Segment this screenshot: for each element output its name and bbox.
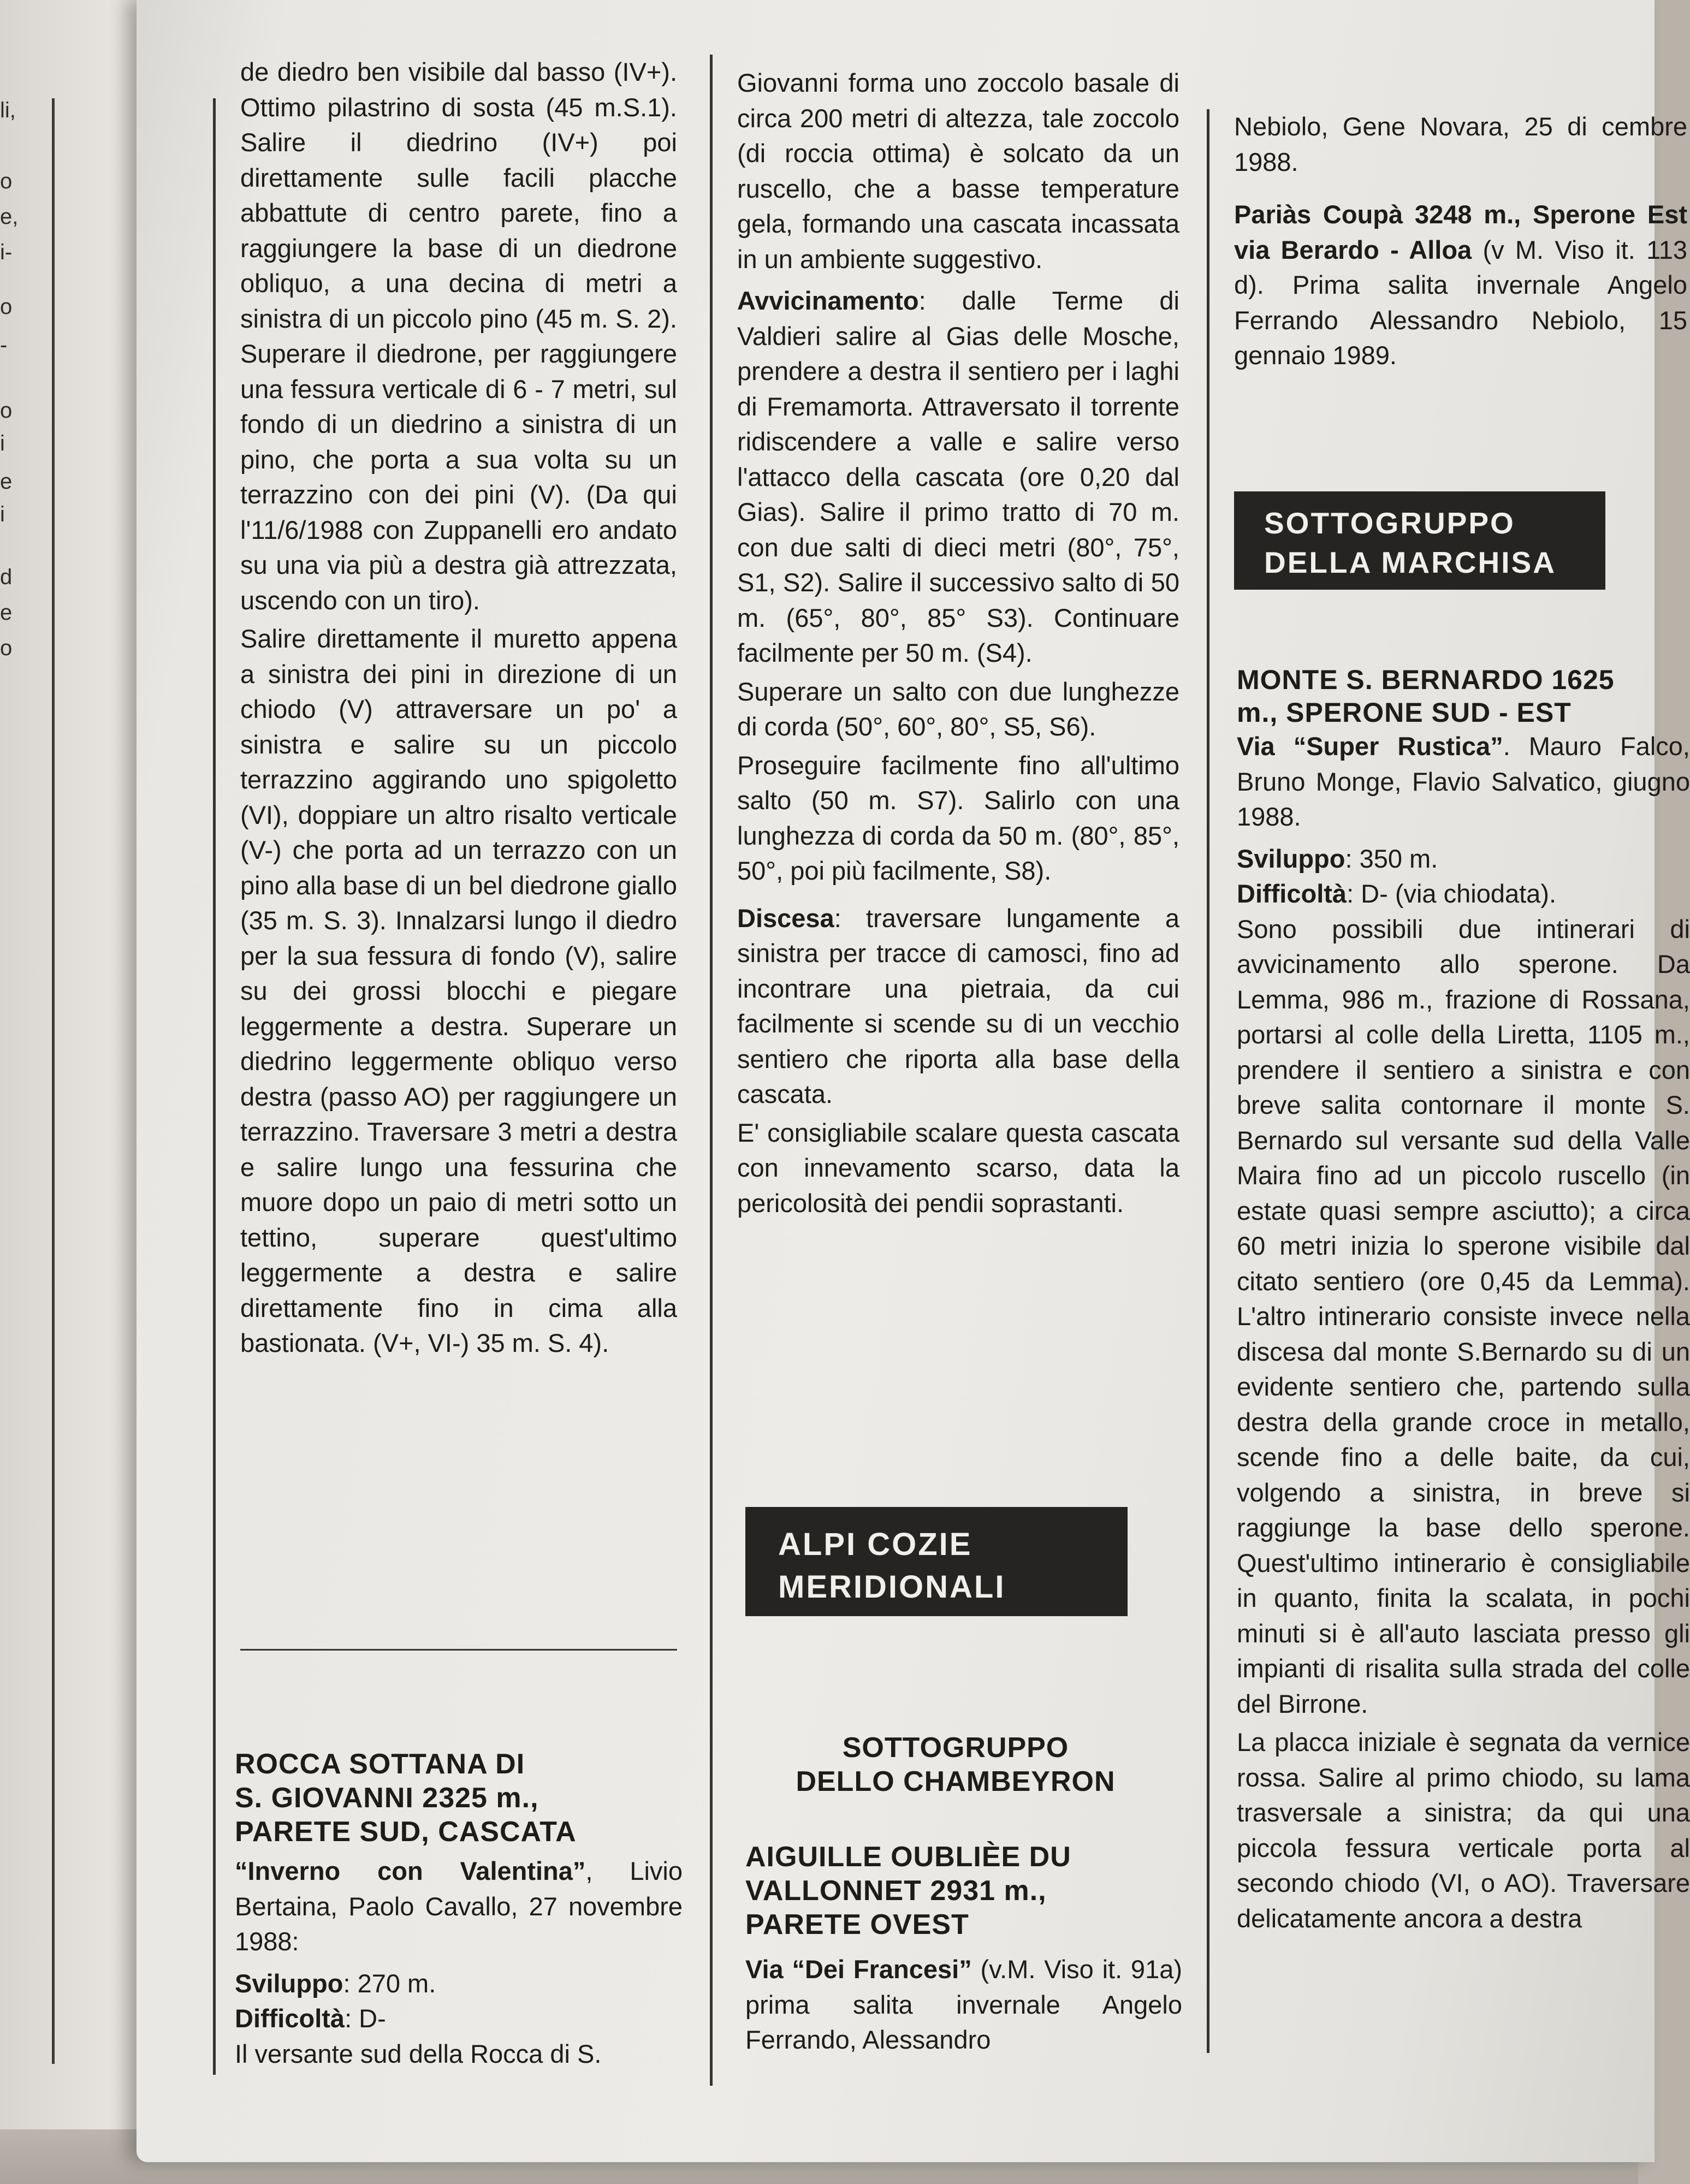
rocca-section-body: [235, 1854, 683, 2072]
text-fragment: d: [0, 565, 13, 589]
paragraph: E' consigliabile scalare questa cascata con innevamento scarso, data la pericolosità dei pendii soprastanti.: [737, 1118, 1179, 1218]
text-fragment: e: [0, 470, 13, 494]
text-fragment: i: [0, 502, 5, 526]
column-2-body: [737, 66, 1179, 1221]
avvicinamento-text: : dalle Terme di Valdieri salire al Gias delle Mosche, prendere a destra il sentiero per i laghi di Fremamorta. Attraversato il torrente ridiscendere a valle e salire verso l'attacco della cascata (ore 0,20 dal Gias). Salire il primo tratto di 70 m. con due salti di dieci metri (80°, 75°, S1, S2). Salire il successivo salto di 50 m. (65°, 80°, 85° S3). Continuare facilmente per 50 m. (S4).: [737, 286, 1179, 667]
sviluppo-value: : 270 m.: [343, 1968, 436, 1998]
heading-line: ROCCA SOTTANA DI: [235, 1748, 525, 1780]
text-fragment: e,: [0, 205, 19, 229]
chambeyron-subgroup-heading: [764, 1731, 1147, 1799]
text-fragment: li,: [0, 98, 16, 122]
parias-text: (v M. Viso it. 113 d). Prima salita invernale Angelo Ferrando Alessandro Nebiolo, 15 gennaio 1989.: [1234, 235, 1687, 370]
text-fragment: -: [0, 333, 8, 357]
column-1-body: [240, 55, 677, 1361]
route-name: Via “Super Rustica”: [1237, 732, 1503, 761]
heading-line: AIGUILLE OUBLIÈE DU: [745, 1841, 1071, 1873]
banner-line: DELLA MARCHISA: [1264, 545, 1556, 579]
heading-line: PARETE OVEST: [745, 1909, 969, 1940]
alpi-cozie-banner: [745, 1507, 1128, 1616]
column-3-clip: [1234, 0, 1690, 2129]
paragraph: Salire direttamente il muretto appena a sinistra dei pini in direzione di un chiodo (V) attraversare un po' a sinistra e salire su un piccolo terrazzino aggirando uno spigoletto (VI), doppiare un altro risalto verticale (V-) che porta ad un terrazzo con un pino alla base di un bel diedrone giallo (35 m. S. 3). Innalzarsi lungo il diedro per la sua fessura di fondo (V), salire su dei grossi blocchi e piegare leggermente a destra. Superare un diedrino leggermente obliquo verso destra (passo AO) per raggiungere un terrazzino. Traversare 3 metri a destra e salire lungo una fessurina che muore dopo un paio di metri sotto un tettino, superare quest'ultimo leggermente a destra e salire direttamente fino in cima alla bastionata. (V+, VI-) 35 m. S. 4).: [240, 624, 677, 1357]
difficolta-value: : D- (via chiodata).: [1347, 879, 1557, 908]
banner-line: ALPI COZIE: [778, 1527, 973, 1562]
text-fragment: o: [0, 399, 13, 423]
monte-bernardo-heading: [1237, 663, 1690, 729]
heading-line: VALLONNET 2931 m.,: [745, 1875, 1047, 1907]
route-credits: (v.M. Viso it. 91a) prima salita invernale Angelo Ferrando, Alessandro: [745, 1955, 1183, 2054]
monte-bernardo-body: [1237, 729, 1690, 1936]
text-fragment: e: [0, 601, 13, 625]
text-fragment: o: [0, 169, 13, 193]
avvicinamento-label: Avvicinamento: [737, 286, 919, 315]
marchisa-banner: [1234, 491, 1605, 590]
column-rule-right: [1207, 109, 1209, 2053]
column-rule-middle: [710, 55, 713, 2086]
parias-heading: Pariàs Coupà 3248 m., Sperone Est via Berardo - Alloa: [1234, 200, 1687, 264]
heading-line: DELLO CHAMBEYRON: [796, 1766, 1116, 1797]
banner-line: MERIDIONALI: [778, 1569, 1006, 1605]
heading-line: SOTTOGRUPPO: [842, 1732, 1069, 1764]
route-credits: , Livio Bertaina, Paolo Cavallo, 27 novembre 1988:: [235, 1856, 683, 1956]
aiguille-section-heading: [745, 1840, 1193, 1942]
aiguille-section-body: [745, 1952, 1182, 2058]
text-fragment: i: [0, 431, 5, 455]
sviluppo-label: Sviluppo: [235, 1968, 343, 1998]
heading-line: m., SPERONE SUD - EST: [1237, 697, 1572, 728]
difficolta-label: Difficoltà: [1237, 879, 1347, 908]
column-3-top: [1234, 109, 1687, 373]
paragraph: Sono possibili due intinerari di avvicinamento allo sperone. Da Lemma, 986 m., frazione di Rossana, portarsi al colle della Liretta, 1105 m., prendere il sentiero a sinistra e con breve salita contornare il monte S. Bernardo sul versante sud della Valle Maira fino ad un piccolo ruscello (in estate quasi sempre asciutto); a circa 60 metri inizia lo sperone visibile dal citato sentiero (ore 0,45 da Lemma). L'altro intinerario consiste invece nella discesa dal monte S.Bernardo su di un evidente sentiero che, partendo sulla destra della grande croce in metallo, scende fino a delle baite, da cui, volgendo a sinistra, in breve si raggiunge la base dello sperone. Quest'ultimo intinerario è consigliabile in quanto, finita la scalata, in pochi minuti si è all'auto lasciata presso gli impianti di risalita sulla strada del colle del Birrone.: [1237, 914, 1690, 1718]
discesa-label: Discesa: [737, 903, 834, 933]
paragraph: Il versante sud della Rocca di S.: [235, 2039, 602, 2068]
heading-line: MONTE S. BERNARDO 1625: [1237, 664, 1615, 695]
text-fragment: o: [0, 636, 13, 660]
sviluppo-value: : 350 m.: [1345, 844, 1438, 873]
route-name: Via “Dei Francesi”: [745, 1955, 972, 1984]
paragraph: Proseguire facilmente fino all'ultimo salto (50 m. S7). Salirlo con una lunghezza di corda da 50 m. (80°, 85°, 50°, poi più facilmente, S8).: [737, 750, 1179, 885]
sviluppo-label: Sviluppo: [1237, 844, 1345, 873]
heading-line: PARETE SUD, CASCATA: [235, 1816, 577, 1848]
paragraph: Giovanni forma uno zoccolo basale di circa 200 metri di altezza, tale zoccolo (di roccia ottima) è solcato da un ruscello, che a basse temperature gela, formando una cascata incassata in un ambiente suggestivo.: [737, 68, 1179, 274]
magazine-page: [137, 0, 1690, 2162]
section-divider: [240, 1649, 677, 1651]
route-credits: . Mauro Falco, Bruno Monge, Flavio Salvatico, giugno 1988.: [1237, 732, 1690, 831]
rocca-section-heading: [235, 1747, 693, 1849]
column-rule: [52, 98, 55, 2064]
paragraph: Superare un salto con due lunghezze di corda (50°, 60°, 80°, S5, S6).: [737, 676, 1179, 741]
discesa-text: : traversare lungamente a sinistra per tracce di camosci, fino ad incontrare una pietraia, da cui facilmente si scende su di un vecchio sentiero che riporta alla base della cascata.: [737, 903, 1179, 1108]
text-fragment: o: [0, 295, 13, 319]
heading-line: S. GIOVANNI 2325 m.,: [235, 1782, 539, 1814]
paragraph: Nebiolo, Gene Novara, 25 di cembre 1988.: [1234, 112, 1687, 176]
difficolta-value: : D-: [345, 2004, 386, 2033]
difficolta-label: Difficoltà: [235, 2004, 345, 2033]
paragraph: La placca iniziale è segnata da vernice rossa. Salire al primo chiodo, su lama trasversale a sinistra; da qui una piccola fessura verticale porta al secondo chiodo (VI, o AO). Traversare delicatamente ancora a destra: [1237, 1728, 1690, 1933]
column-rule-left: [213, 98, 216, 2075]
banner-line: SOTTOGRUPPO: [1264, 506, 1515, 540]
paragraph: de diedro ben visibile dal basso (IV+). Ottimo pilastrino di sosta (45 m.S.1). Salire il diedrino (IV+) poi direttamente sulle facili placche abbattute di centro parete, fino a raggiungere la base di un diedrone obliquo, a una decina di metri a sinistra di un piccolo pino (45 m. S. 2). Superare il diedrone, per raggiungere una fessura verticale di 6 - 7 metri, sul fondo di un diedrino a sinistra di un pino, che porta a sua volta su un terrazzino con dei pini (V). (Da qui l'11/6/1988 con Zuppanelli ero andato su una via più a destra già attrezzata, uscendo con un tiro).: [240, 57, 677, 615]
route-name: “Inverno con Valentina”: [235, 1856, 586, 1885]
text-fragment: i-: [0, 240, 13, 264]
